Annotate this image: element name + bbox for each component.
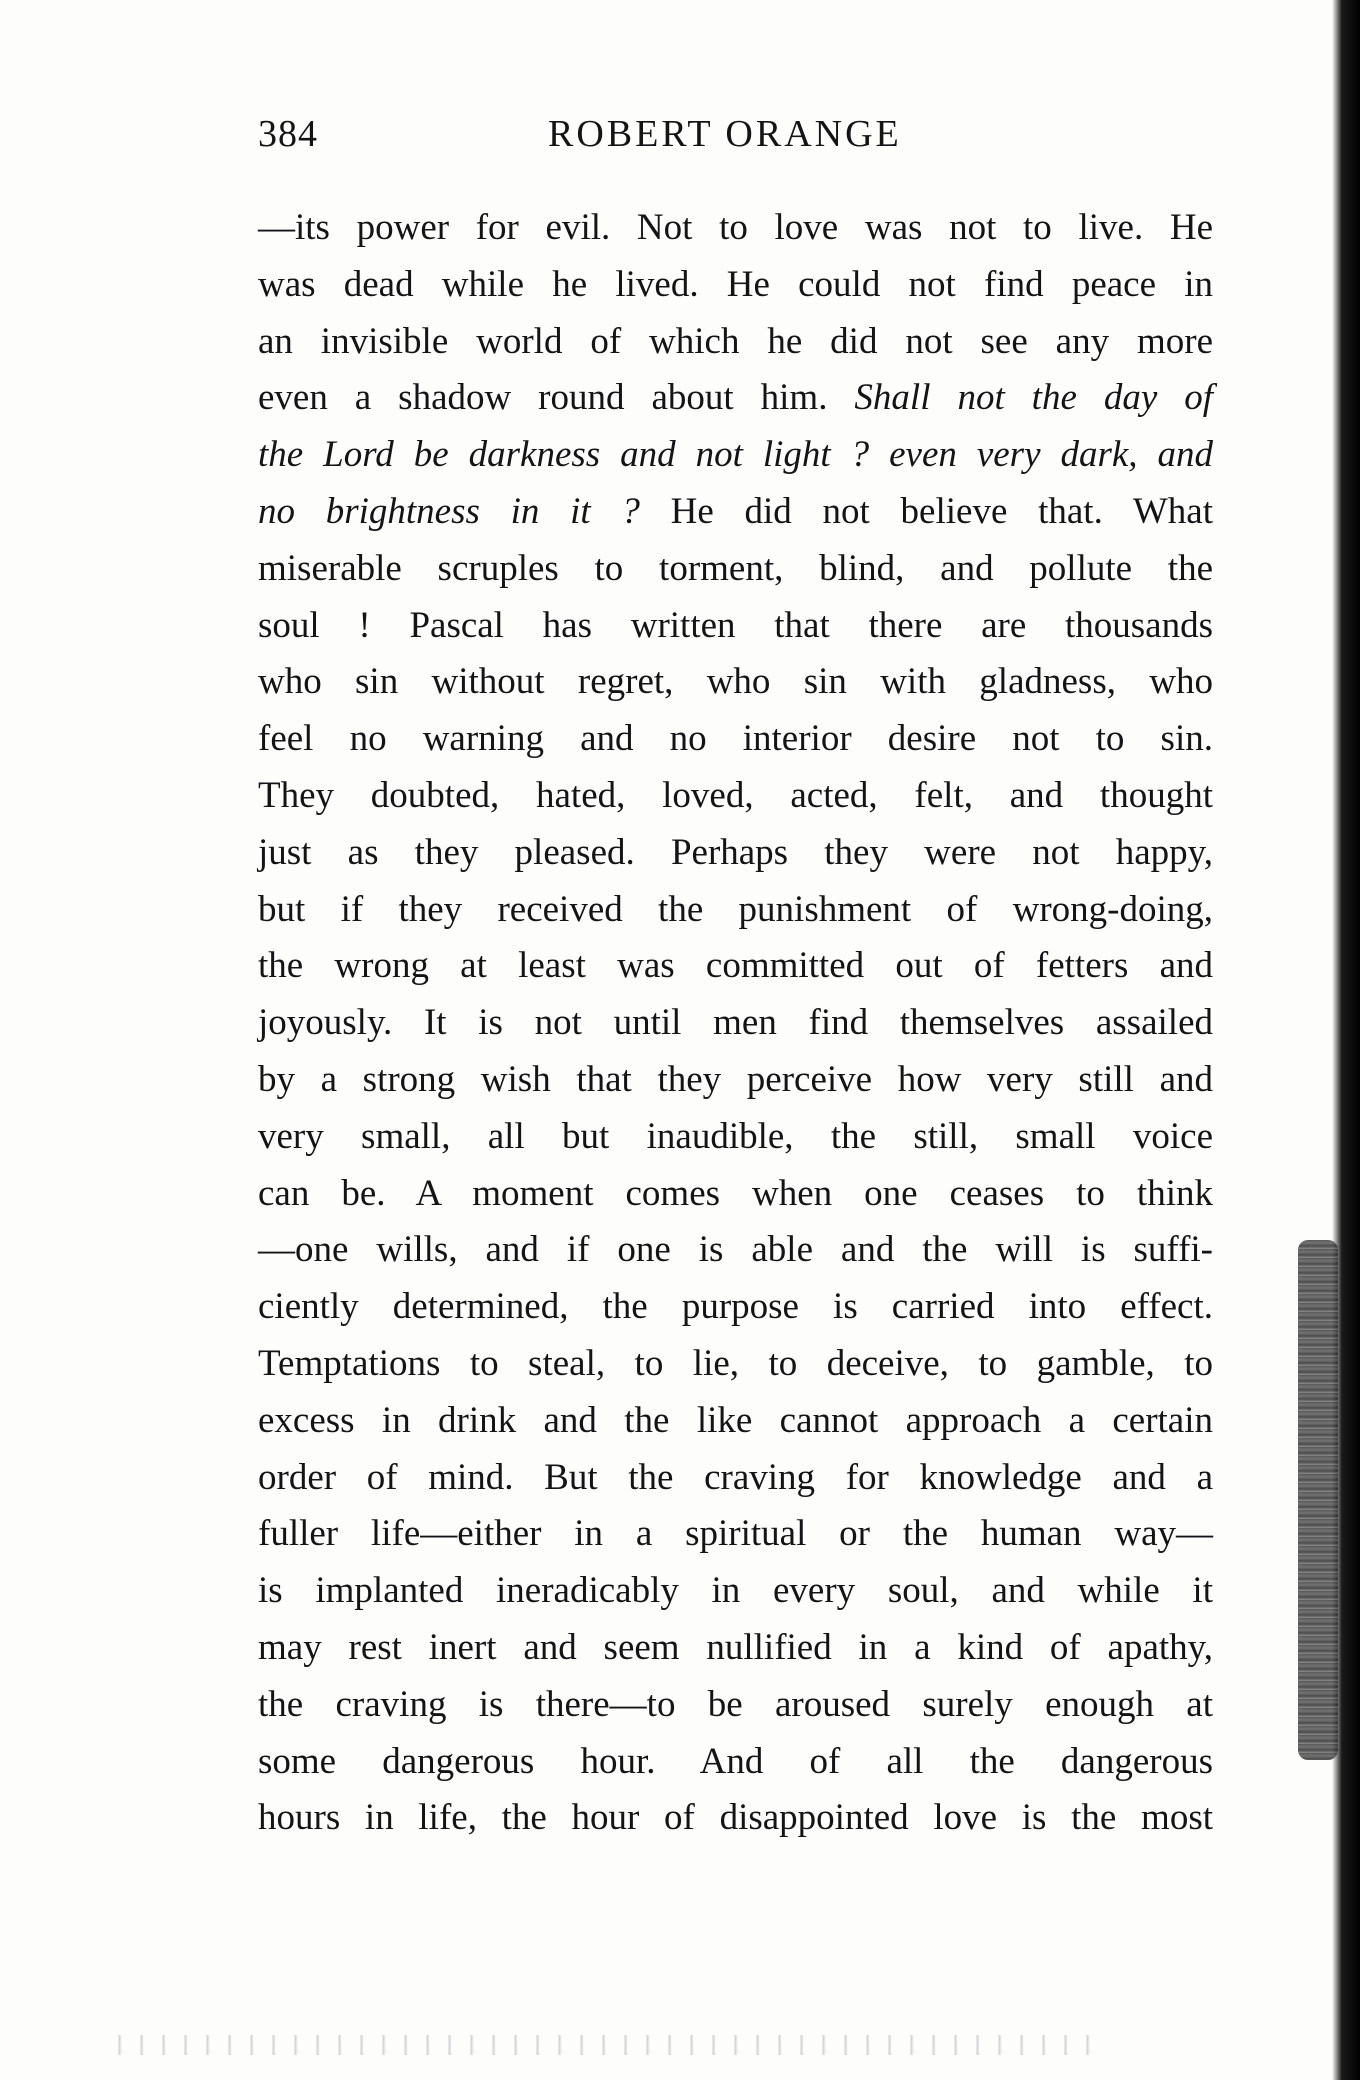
scan-edge-speckle	[1298, 1240, 1338, 1760]
running-title: ROBERT ORANGE	[548, 113, 902, 155]
text-line: the wrong at least was committed out of fetters and	[258, 945, 1213, 987]
text-line: but if they received the punishment of wrong-doing,	[258, 888, 1213, 930]
text-line: very small, all but inaudible, the still, small voice	[258, 1115, 1213, 1157]
text-line: some dangerous hour. And of all the dangerous	[258, 1740, 1213, 1782]
text-line-roman: He did not believe that. What	[670, 490, 1213, 532]
text-line: —one wills, and if one is able and the will is suffi-	[258, 1229, 1213, 1271]
text-line: joyously. It is not until men find themselves assailed	[258, 1002, 1213, 1044]
text-line: miserable scruples to torment, blind, and pollute the	[258, 547, 1213, 589]
text-line: who sin without regret, who sin with gladness, who	[258, 661, 1213, 703]
text-line: an invisible world of which he did not see any more	[258, 320, 1213, 362]
text-line	[258, 484, 1213, 541]
text-line: They doubted, hated, loved, acted, felt, and thought	[258, 774, 1213, 816]
text-line: is implanted ineradicably in every soul, and while it	[258, 1570, 1213, 1612]
scan-edge-shadow	[1332, 0, 1360, 2080]
text-line: fuller life—either in a spiritual or the human way—	[258, 1513, 1213, 1555]
text-line: may rest inert and seem nullified in a kind of apathy,	[258, 1626, 1213, 1668]
text-line: excess in drink and the like cannot approach a certain	[258, 1399, 1213, 1441]
scan-bottom-noise	[100, 2035, 1100, 2055]
text-line: Temptations to steal, to lie, to deceive, to gamble, to	[258, 1342, 1213, 1384]
text-line-italic: the Lord be darkness and not light ? even very dark, and	[258, 434, 1213, 476]
text-line-italic: Shall not the day of	[854, 377, 1214, 419]
page-number: 384	[258, 113, 318, 155]
text-line: order of mind. But the craving for knowledge and a	[258, 1456, 1213, 1498]
text-line: —its power for evil. Not to love was not to live. He	[258, 207, 1213, 248]
text-line: can be. A moment comes when one ceases to think	[258, 1172, 1213, 1214]
text-line: just as they pleased. Perhaps they were not happy,	[258, 831, 1213, 873]
text-line: was dead while he lived. He could not find peace in	[258, 263, 1213, 305]
text-line: by a strong wish that they perceive how very still and	[258, 1058, 1213, 1100]
text-line-italic: no brightness in it ?	[258, 490, 640, 532]
text-line: the craving is there—to be aroused surely enough at	[258, 1683, 1213, 1725]
text-line: ciently determined, the purpose is carried into effect.	[258, 1286, 1213, 1328]
text-line: feel no warning and no interior desire not to sin.	[258, 718, 1213, 760]
body-text	[258, 200, 1213, 1847]
text-line: hours in life, the hour of disappointed love is the most	[258, 1797, 1213, 1839]
text-line	[258, 370, 1213, 427]
page-header	[258, 112, 1213, 172]
text-line-roman: even a shadow round about him.	[258, 377, 828, 419]
text-line: soul ! Pascal has written that there are thousands	[258, 604, 1213, 646]
